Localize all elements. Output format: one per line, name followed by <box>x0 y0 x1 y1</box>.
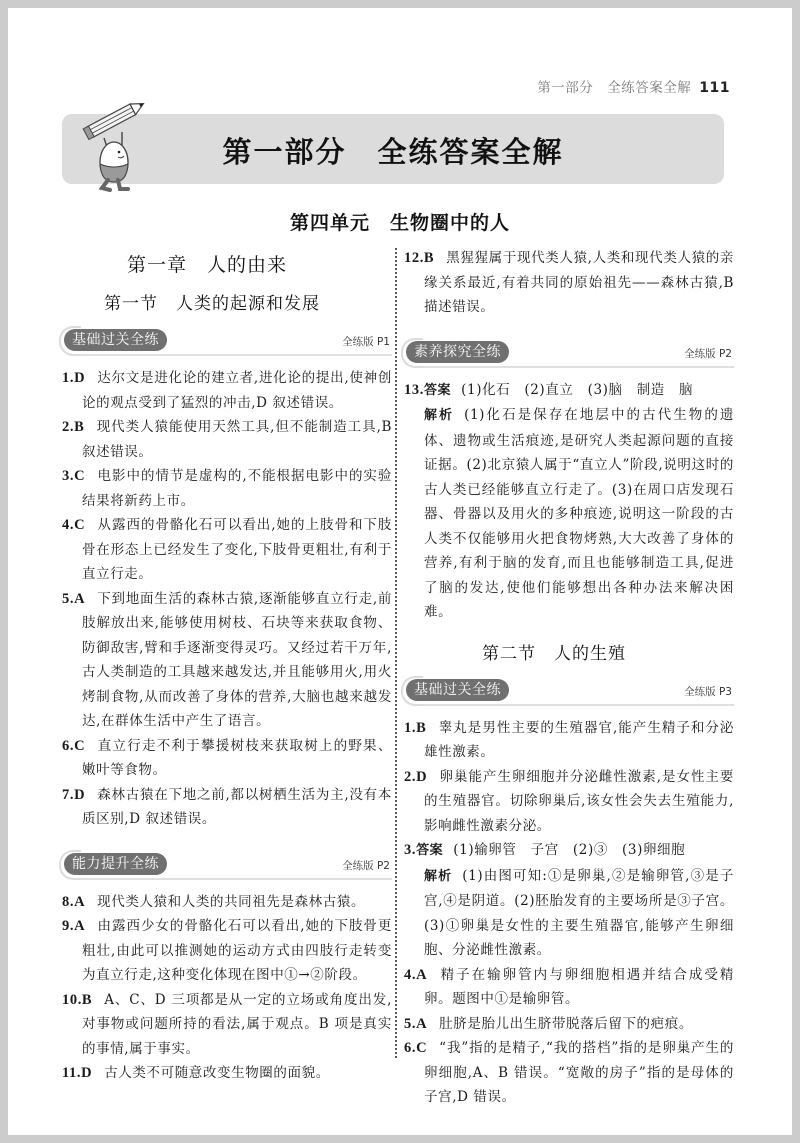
answer-number: 7.D <box>62 786 86 803</box>
column-divider <box>395 248 397 1058</box>
answer-text: 古人类不可随意改变生物圈的面貌。 <box>104 1065 330 1081</box>
left-column <box>62 240 392 1086</box>
answer-item <box>62 988 392 1062</box>
answer-text: 从露西的骨骼化石可以看出,她的上肢骨和下肢骨在形态上已经发生了变化,下肢骨更粗壮,有利于直立行走。 <box>82 517 392 582</box>
analysis-line <box>424 864 734 963</box>
answer-item <box>404 1012 734 1037</box>
section-badge: 素养探究全练 <box>406 341 509 363</box>
section-header-inquiry <box>404 340 734 368</box>
answer-text: 卵巢能产生卵细胞并分泌雌性激素,是女性主要的生殖器官。切除卵巢后,该女性会失去生殖能力,影响雌性激素分泌。 <box>424 768 734 834</box>
section-badge: 能力提升全练 <box>64 853 167 875</box>
analysis-label: 解析 <box>424 408 455 423</box>
answer-number: 4.A <box>404 966 428 983</box>
answer-text: 肚脐是胎儿出生脐带脱落后留下的疤痕。 <box>439 1015 693 1032</box>
answer-item <box>62 914 392 988</box>
answer-text: “我”指的是精子,“我的搭档”指的是卵巢产生的卵细胞,A、B 错误。“宽敞的房子”指的是母体的子宫,D 错误。 <box>424 1040 734 1105</box>
answer-text: 现代类人猿能使用天然工具,但不能制造工具,B 叙述错误。 <box>82 419 392 460</box>
right-column <box>404 246 734 1110</box>
answer-item <box>62 366 392 415</box>
section-header-basic <box>62 328 392 356</box>
analysis-line <box>424 403 734 625</box>
answer-item <box>62 513 392 587</box>
answer-text: 现代类人猿和人类的共同祖先是森林古猿。 <box>97 893 366 910</box>
answer-item <box>404 765 734 839</box>
answer-number: 2.B <box>62 419 85 435</box>
answer-list-basic-2 <box>404 716 734 1110</box>
edition-ref: 全练版 P3 <box>684 685 732 698</box>
edition-ref: 全练版 P1 <box>342 336 390 348</box>
answer-item <box>62 1061 392 1086</box>
answer-item <box>404 838 734 963</box>
answer-number: 3. <box>404 842 417 858</box>
answer-item <box>62 734 392 783</box>
answer-number: 3.C <box>62 468 86 484</box>
answer-item <box>404 716 734 765</box>
section-title-2: 第二节 人的生殖 <box>482 643 626 664</box>
answer-text: 由露西少女的骨骼化石可以看出,她的下肢骨更粗壮,由此可以推测她的运动方式由四肢行走转变为直立行走,这种变化体现在图中①→②阶段。 <box>82 918 392 983</box>
answer-number: 6.C <box>404 1040 428 1056</box>
answer-number: 1.B <box>404 719 427 736</box>
answer-number: 8.A <box>62 893 86 910</box>
analysis-text: (1)由图可知:①是卵巢,②是输卵管,③是子宫,④是阴道。(2)胚胎发育的主要场所是③子宫。(3)①卵巢是女性的主要生殖器官,能够产生卵细胞、分泌雌性激素。 <box>424 867 734 958</box>
answer-list-inquiry <box>404 378 734 625</box>
answer-text: 森林古猿在下地之前,都以树栖生活为主,没有本质区别,D 叙述错误。 <box>82 786 392 827</box>
answer-item <box>404 1036 734 1110</box>
section-header-basic-2 <box>404 678 734 706</box>
chapter-title: 第一章 人的由来 <box>126 254 287 276</box>
running-head-part: 第一部分 全练答案全解 <box>537 80 692 96</box>
banner-title: 第一部分 全练答案全解 <box>222 135 564 169</box>
part-banner <box>62 114 724 184</box>
answer-number: 6.C <box>62 737 86 754</box>
answer-item <box>404 246 734 320</box>
answer-number: 10.B <box>62 991 93 1008</box>
answer-number: 2.D <box>404 768 428 785</box>
answer-text: 黑猩猩属于现代类人猿,人类和现代类人猿的亲缘关系最近,有着共同的原始祖先——森林古猿,B 描述错误。 <box>424 250 734 315</box>
answer-item <box>62 783 392 832</box>
answer-number: 4.C <box>62 517 86 533</box>
answer-value: (1)输卵管 子宫 (2)③ (3)卵细胞 <box>453 842 686 858</box>
answer-text: 睾丸是男性主要的生殖器官,能产生精子和分泌雄性激素。 <box>424 719 734 760</box>
answer-number: 9.A <box>62 918 86 934</box>
analysis-label: 解析 <box>424 868 453 884</box>
page-number: 111 <box>699 80 730 96</box>
answer-list-basic <box>62 366 392 832</box>
section-title: 第一节 人类的起源和发展 <box>104 294 320 314</box>
answer-text: 精子在输卵管内与卵细胞相遇并结合成受精卵。题图中①是输卵管。 <box>424 966 734 1007</box>
answer-text: A、C、D 三项都是从一定的立场或角度出发,对事物或问题所持的看法,属于观点。B 项是真实的事情,属于事实。 <box>82 991 392 1057</box>
pencil-mascot-icon <box>82 100 152 192</box>
running-head <box>537 76 730 96</box>
answer-item <box>404 963 734 1012</box>
unit-title: 第四单元 生物圈中的人 <box>289 212 510 234</box>
answer-number: 1.D <box>62 370 86 386</box>
answer-value: (1)化石 (2)直立 (3)脑 制造 脑 <box>461 381 694 398</box>
answer-item <box>404 378 734 625</box>
answer-item <box>62 464 392 513</box>
answer-item <box>62 890 392 915</box>
answer-text: 下到地面生活的森林古猿,逐渐能够直立行走,前肢解放出来,能够使用树枝、石块等来获取食物、防御敌害,臂和手逐渐变得灵巧。又经过若干万年,古人类制造的工具越来越发达,并且能够用火,用火烤制食物,从而改善了身体的营养,大脑也越来越发达,在群体生活中产生了语言。 <box>82 590 392 729</box>
answer-text: 达尔文是进化论的建立者,进化论的提出,使神创论的观点受到了猛烈的冲击,D 叙述错误。 <box>82 370 392 411</box>
answer-number: 5.A <box>62 590 86 607</box>
section-badge: 基础过关全练 <box>64 329 167 351</box>
answer-item <box>62 587 392 734</box>
edition-ref: 全练版 P2 <box>684 347 732 360</box>
answer-list-continued <box>404 246 734 320</box>
edition-ref: 全练版 P2 <box>342 859 390 872</box>
answer-label: 答案 <box>423 382 452 398</box>
answer-number: 12.B <box>404 250 435 266</box>
answer-item <box>62 415 392 464</box>
analysis-text: (1)化石是保存在地层中的古代生物的遗体、遗物或生活痕迹,是研究人类起源问题的直接证据。(2)北京猿人属于“直立人”阶段,说明这时的古人类已经能够直立行走了。(3)在周口店发现石器、骨器以及用火的多种痕迹,说明这一阶段的古人类不仅能够用火把食物烤熟,大大改善了身体的营养,有利于脑的发育,而且也能够制造工具,促进了脑的发达,使他们能够想出各种办法来解决困难。 <box>424 407 734 620</box>
answer-number: 5.A <box>404 1015 428 1032</box>
answer-number: 13. <box>404 381 424 398</box>
answer-list-ability <box>62 890 392 1086</box>
section-badge: 基础过关全练 <box>406 679 509 701</box>
answer-text: 直立行走不利于攀援树枝来获取树上的野果、嫩叶等食物。 <box>82 737 392 778</box>
answer-label: 答案 <box>416 843 444 858</box>
answer-number: 11.D <box>62 1065 93 1081</box>
answer-text: 电影中的情节是虚构的,不能根据电影中的实验结果将新药上市。 <box>82 468 392 509</box>
section-header-ability <box>62 852 392 880</box>
